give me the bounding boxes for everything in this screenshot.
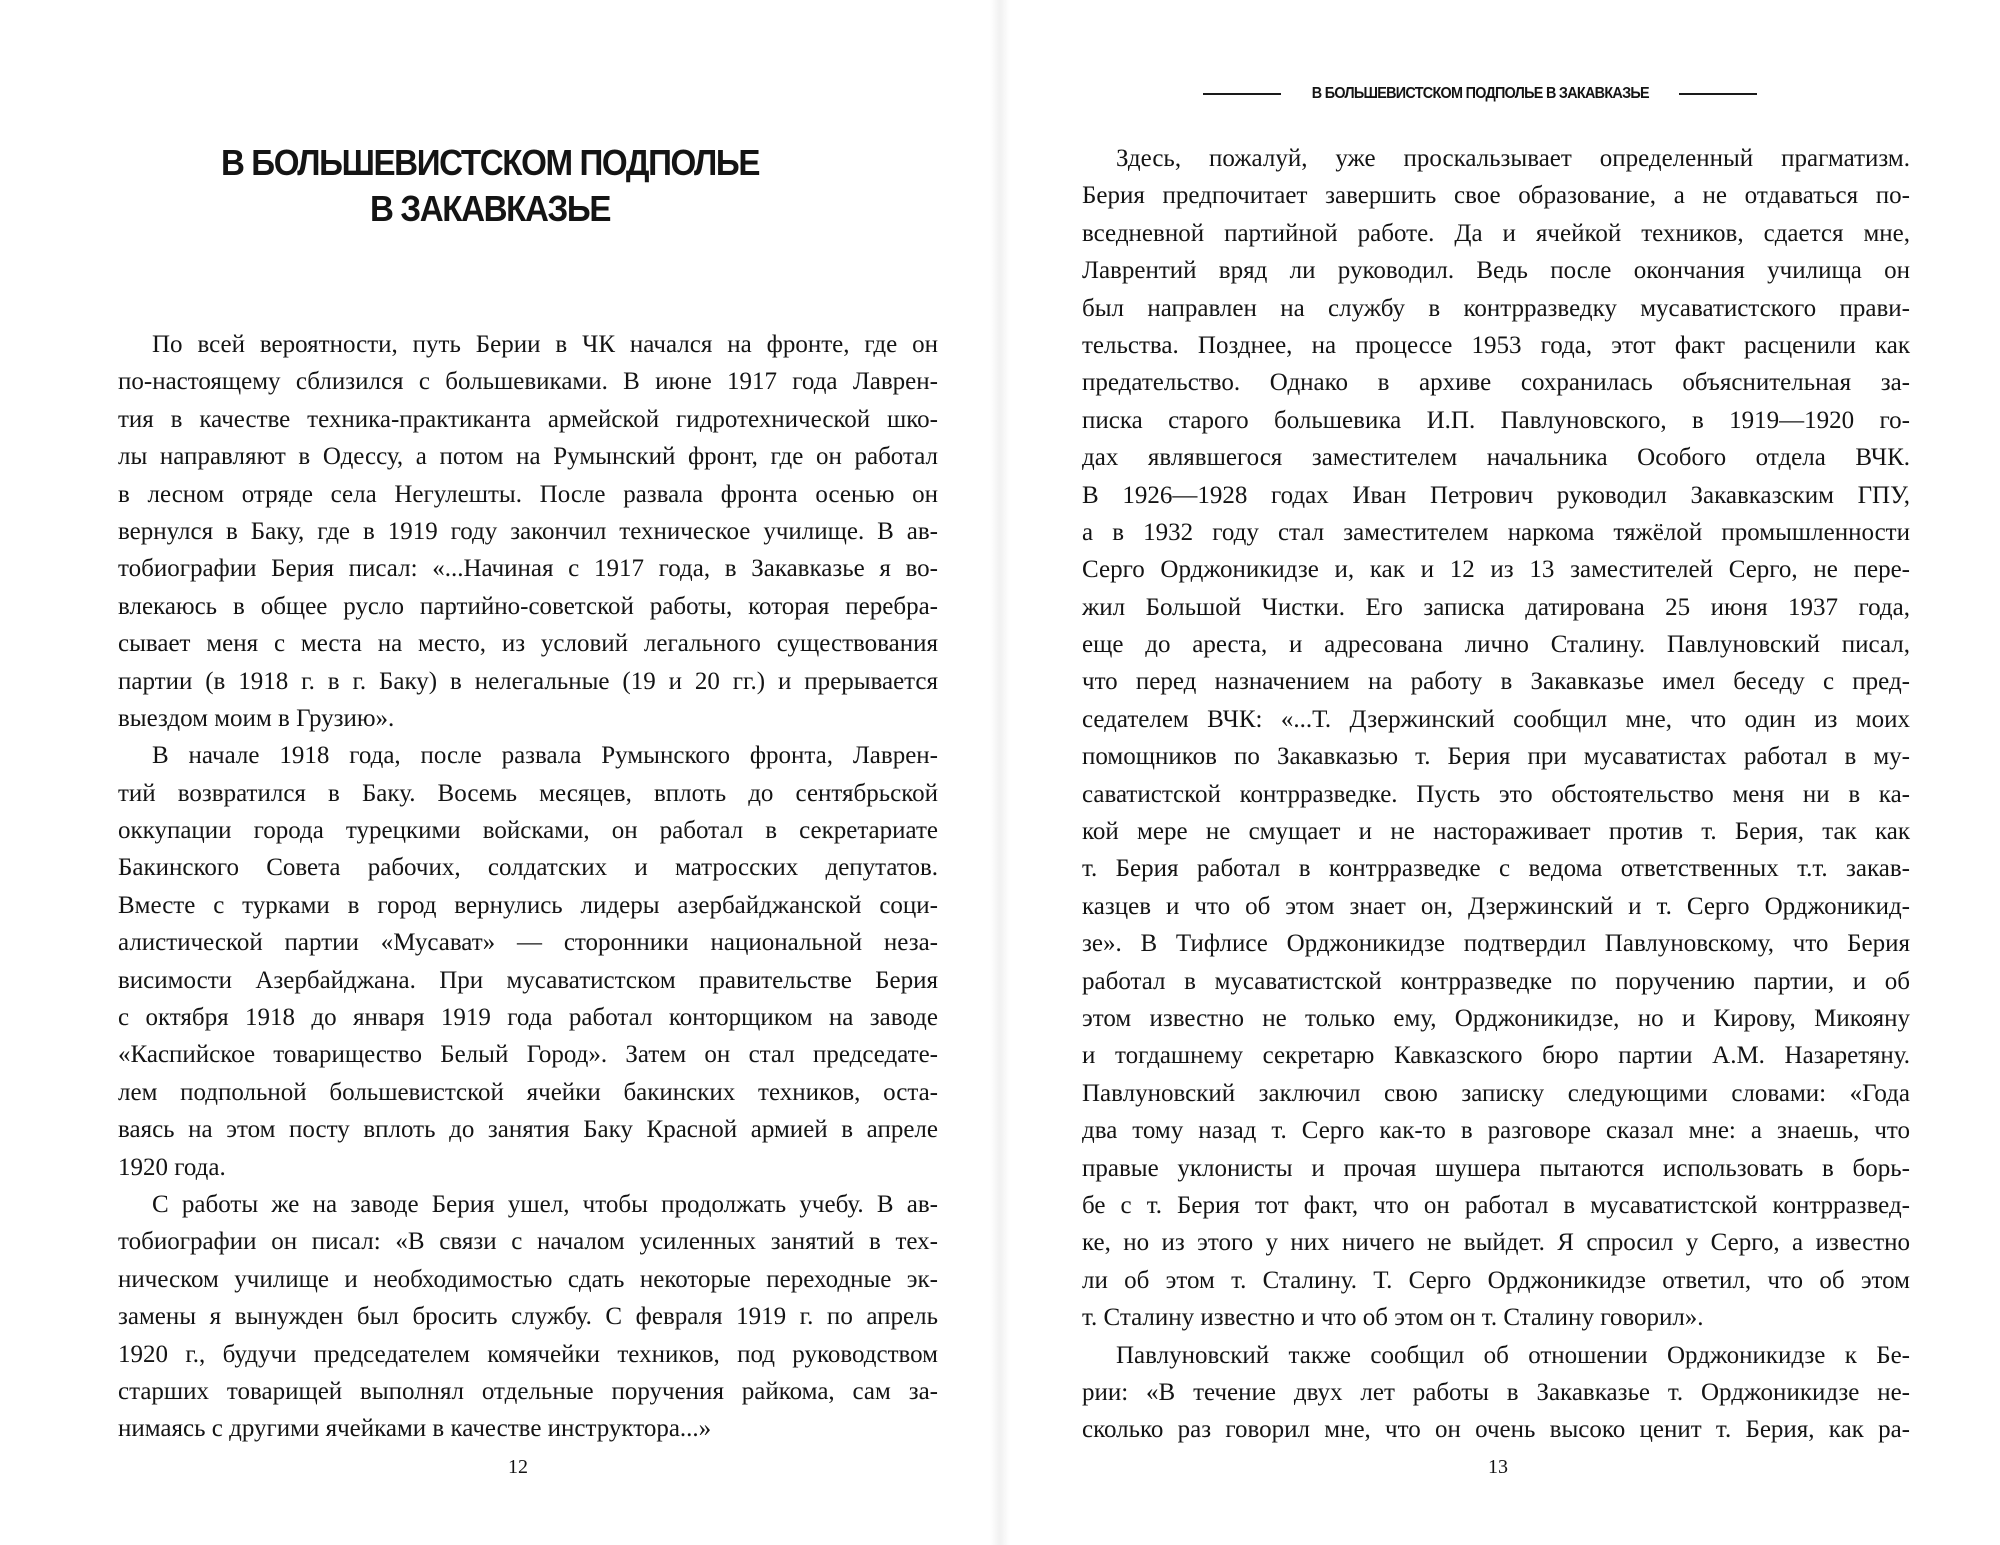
right-body-text — [1082, 140, 1910, 1449]
text-line: бе с т. Берия тот факт, что он работал в мусаватистской контрразвед- — [1082, 1191, 1910, 1219]
text-line: нимаясь с другими ячейками в качестве инструктора...» — [118, 1415, 712, 1443]
text-line: выездом моим в Грузию». — [118, 704, 395, 732]
text-line: казцев и что об этом знает он, Дзержинский и т. Серго Орджоникид- — [1082, 892, 1910, 920]
page-number-right: 13 — [1488, 1456, 1508, 1478]
text-line: лы направляют в Одессу, а потом на Румынский фронт, где он работал — [118, 443, 938, 471]
left-body-text — [118, 326, 938, 1448]
text-line: саватистской контрразведке. Пусть это обстоятельство меня ни в ка- — [1082, 780, 1910, 808]
text-line: предательство. Однако в архиве сохранилась объяснительная за- — [1082, 369, 1910, 397]
text-line: старших товарищей выполнял отдельные поручения райкома, сам за- — [118, 1377, 938, 1405]
text-line: сколько раз говорил мне, что он очень высоко ценит т. Берия, как ра- — [1082, 1416, 1910, 1444]
text-line: тельства. Позднее, на процессе 1953 года, этот факт расценили как — [1082, 331, 1910, 359]
text-line: еще до ареста, и адресована лично Сталину. Павлуновский писал, — [1082, 631, 1910, 659]
text-line: помощников по Закавказью т. Берия при мусаватистах работал в му- — [1082, 743, 1910, 771]
text-line: 1920 г., будучи председателем комячейки техников, под руководством — [118, 1340, 938, 1368]
text-line: писка старого большевика И.П. Павлуновского, в 1919—1920 го- — [1082, 406, 1910, 434]
paragraph — [118, 326, 938, 737]
paragraph — [1082, 140, 1910, 1337]
text-line: что перед назначением на работу в Закавказье имел беседу с пред- — [1082, 668, 1910, 696]
text-line: а в 1932 году стал заместителем наркома тяжёлой промышленности — [1082, 518, 1910, 546]
text-line: в лесном отряде села Негулешты. После развала фронта осенью он — [118, 480, 938, 508]
running-head-rule-left — [1203, 93, 1281, 95]
text-line: Здесь, пожалуй, уже проскальзывает определенный прагматизм. — [1116, 145, 1910, 172]
paragraph — [118, 737, 938, 1186]
paragraph — [1082, 1337, 1910, 1449]
running-head-rule-right — [1679, 93, 1757, 95]
text-line: т. Сталину известно и что об этом он т. Сталину говорил». — [1082, 1304, 1704, 1332]
text-line: тия в качестве техника-практиканта армейской гидротехнической шко- — [118, 405, 938, 433]
text-line: тий возвратился в Баку. Восемь месяцев, вплоть до сентябрьской — [118, 779, 938, 807]
text-line: Вместе с турками в город вернулись лидеры азербайджанской соци- — [118, 891, 938, 919]
text-line: висимости Азербайджана. При мусаватистском правительстве Берия — [118, 966, 938, 994]
text-line: вернулся в Баку, где в 1919 году закончил техническое училище. В ав- — [118, 517, 938, 545]
text-line: ническом училище и необходимостью сдать некоторые переходные эк- — [118, 1265, 938, 1293]
text-line: дах являвшегося заместителем начальника Особого отдела ВЧК. — [1082, 444, 1910, 472]
text-line: этом известно не только ему, Орджоникидзе, но и Кирову, Микояну — [1082, 1004, 1910, 1032]
text-line: Берия предпочитает завершить свое образование, а не отдаваться по- — [1082, 182, 1910, 210]
text-line: оккупации города турецкими войсками, он работал в секретариате — [118, 817, 938, 845]
running-head-text: В БОЛЬШЕВИСТСКОМ ПОДПОЛЬЕ В ЗАКАВКАЗЬЕ — [1311, 85, 1649, 102]
text-line: Серго Орджоникидзе и, как и 12 из 13 заместителей Серго, не пере- — [1082, 556, 1910, 584]
text-line: ке, но из этого у них ничего не выйдет. Я спросил у Серго, а известно — [1082, 1229, 1910, 1257]
text-line: работал в мусаватистской контрразведке по поручению партии, и об — [1082, 967, 1910, 995]
text-line: влекаюсь в общее русло партийно-советской работы, которая перебра- — [118, 592, 938, 620]
text-line: тобиографии Берия писал: «...Начиная с 1917 года, в Закавказье я во- — [118, 555, 938, 583]
text-line: по-настоящему сблизился с большевиками. В июне 1917 года Лаврен- — [118, 368, 938, 396]
page-number-left: 12 — [508, 1456, 528, 1478]
text-line: лем подпольной большевистской ячейки бакинских техников, оста- — [118, 1078, 938, 1106]
running-head — [1190, 82, 1770, 106]
text-line: тобиографии он писал: «В связи с началом усиленных занятий в тех- — [118, 1228, 938, 1256]
text-line: сывает меня с места на место, из условий легального существования — [118, 630, 938, 658]
text-line: ваясь на этом посту вплоть до занятия Баку Красной армией в апреле — [118, 1116, 938, 1144]
text-line: Павлуновский заключил свою записку следующими словами: «Года — [1082, 1079, 1910, 1107]
chapter-title-line: В БОЛЬШЕВИСТСКОМ ПОДПОЛЬЕ — [220, 142, 760, 183]
text-line: и тогдашнему секретарю Кавказского бюро партии А.М. Назаретяну. — [1082, 1042, 1910, 1070]
text-line: В 1926—1928 годах Иван Петрович руководил Закавказским ГПУ, — [1082, 481, 1910, 509]
text-line: В начале 1918 года, после развала Румынского фронта, Лаврен- — [152, 742, 938, 770]
text-line: алистической партии «Мусават» — сторонники национальной неза- — [118, 929, 938, 957]
text-line: замены я вынужден был бросить службу. С февраля 1919 г. по апрель — [118, 1303, 938, 1331]
text-line: Лаврентий вряд ли руководил. Ведь после окончания училища он — [1082, 257, 1910, 285]
text-line: жил Большой Чистки. Его записка датирована 25 июня 1937 года, — [1082, 593, 1910, 621]
text-line: ли об этом т. Сталину. Т. Серго Орджоникидзе ответил, что об этом — [1082, 1266, 1910, 1294]
text-line: с октября 1918 до января 1919 года работал конторщиком на заводе — [118, 1004, 938, 1032]
text-line: кой мере не смущает и не настораживает против т. Берия, так как — [1082, 818, 1910, 846]
text-line: рии: «В течение двух лет работы в Закавказье т. Орджоникидзе не- — [1082, 1378, 1910, 1406]
text-line: Павлуновский также сообщил об отношении Орджоникидзе к Бе- — [1116, 1341, 1910, 1369]
text-line: «Каспийское товарищество Белый Город». Затем он стал председате- — [118, 1041, 938, 1069]
text-line: вседневной партийной работе. Да и ячейкой техников, сдается мне, — [1082, 219, 1910, 247]
text-line: два тому назад т. Серго как-то в разговоре сказал мне: а знаешь, что — [1082, 1117, 1910, 1145]
text-line: По всей вероятности, путь Берии в ЧК начался на фронте, где он — [152, 331, 938, 358]
chapter-title — [177, 140, 803, 232]
text-line: С работы же на заводе Берия ушел, чтобы продолжать учебу. В ав- — [152, 1190, 938, 1218]
paragraph — [118, 1186, 938, 1448]
right-page — [1000, 0, 2000, 1545]
text-line: Бакинского Совета рабочих, солдатских и матросских депутатов. — [118, 854, 938, 882]
chapter-title-line: В ЗАКАВКАЗЬЕ — [369, 188, 611, 229]
text-line: седателем ВЧК: «...Т. Дзержинский сообщил мне, что один из моих — [1082, 705, 1910, 733]
text-line: был направлен на службу в контрразведку мусаватистского прави- — [1082, 294, 1910, 322]
text-line: партии (в 1918 г. в г. Баку) в нелегальные (19 и 20 гг.) и прерывается — [118, 667, 938, 695]
text-line: правые уклонисты и прочая шушера пытаются использовать в борь- — [1082, 1154, 1910, 1182]
text-line: 1920 года. — [118, 1153, 226, 1181]
text-line: т. Берия работал в контрразведке с ведома ответственных т.т. закав- — [1082, 855, 1910, 883]
text-line: зе». В Тифлисе Орджоникидзе подтвердил Павлуновскому, что Берия — [1082, 930, 1910, 958]
